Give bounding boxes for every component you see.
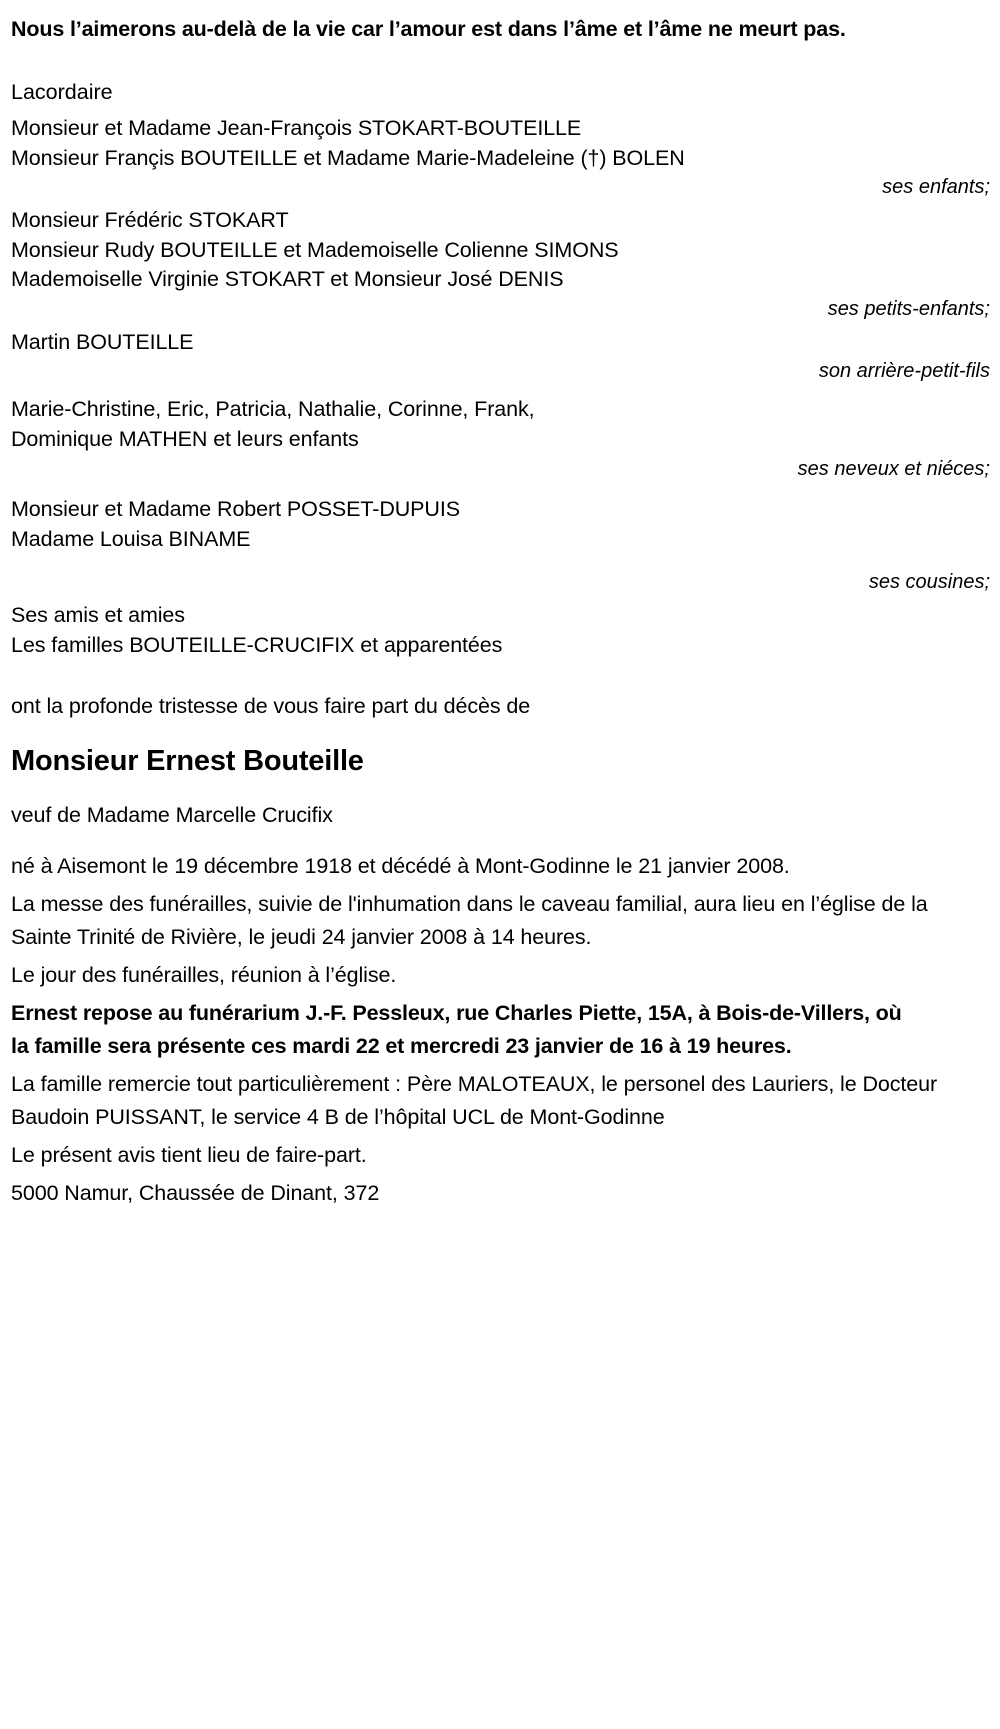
spacer bbox=[11, 781, 992, 799]
spacer bbox=[11, 832, 992, 850]
family-group bbox=[11, 395, 992, 485]
gathering-note: Le jour des funérailles, réunion à l’église. bbox=[11, 963, 397, 987]
spacer bbox=[11, 660, 992, 690]
family-group bbox=[11, 601, 992, 660]
memorial-quote: Nous l’aimerons au-delà de la vie car l’amour est dans l’âme et l’âme ne meurt pas. bbox=[11, 17, 846, 41]
birth-death-line: né à Aisemont le 19 décembre 1918 et décédé à Mont-Godinne le 21 janvier 2008. bbox=[11, 854, 790, 878]
family-member-name: Monsieur et Madame Jean-François STOKART-BOUTEILLE bbox=[11, 116, 582, 140]
spacer bbox=[11, 723, 992, 741]
family-member-name: Monsieur Françis BOUTEILLE et Madame Marie-Madeleine (†) BOLEN bbox=[11, 145, 685, 170]
family-member-name: Marie-Christine, Eric, Patricia, Nathalie, Corinne, Frank, bbox=[11, 397, 535, 421]
family-group bbox=[11, 328, 992, 386]
relation-label: ses cousines; bbox=[868, 571, 990, 593]
deceased-name: Monsieur Ernest Bouteille bbox=[11, 745, 364, 777]
family-group bbox=[11, 114, 992, 201]
announcement-lead: ont la profonde tristesse de vous faire part du décès de bbox=[11, 694, 531, 718]
family-member-name: Madame Louisa BINAME bbox=[11, 526, 251, 551]
funeral-details: La messe des funérailles, suivie de l'inhumation dans le caveau familial, aura lieu en l’église de la Sainte Trinité de Rivière, le jeudi 24 janvier 2008 à 14 heures. bbox=[11, 892, 934, 949]
address-line: 5000 Namur, Chaussée de Dinant, 372 bbox=[11, 1181, 380, 1205]
spacer bbox=[11, 485, 992, 495]
family-member-name: Ses amis et amies bbox=[11, 603, 185, 627]
visitation-details: Ernest repose au funérarium J.-F. Pessleux, rue Charles Piette, 15A, à Bois-de-Villers, où la famille sera présente ces mardi 22 et mercredi 23 janvier de 16 à 19 heures. bbox=[11, 1001, 902, 1058]
family-member-name: Mademoiselle Virginie STOKART et Monsieur José DENIS bbox=[11, 267, 564, 291]
thanks-note: La famille remercie tout particulièrement : Père MALOTEAUX, le personel des Lauriers, le Docteur Baudoin PUISSANT, le service 4 B de l’hôpital UCL de Mont-Godinne bbox=[11, 1072, 943, 1129]
spacer bbox=[11, 385, 992, 395]
family-group bbox=[11, 206, 992, 323]
family-member-name: Monsieur Rudy BOUTEILLE et Mademoiselle Colienne SIMONS bbox=[11, 237, 619, 262]
family-member-name: Monsieur Frédéric STOKART bbox=[11, 208, 289, 232]
relation-label: ses enfants; bbox=[882, 176, 990, 198]
family-member-name: Martin BOUTEILLE bbox=[11, 329, 194, 354]
spouse-line: veuf de Madame Marcelle Crucifix bbox=[11, 803, 333, 827]
faire-part-note: Le présent avis tient lieu de faire-part. bbox=[11, 1143, 367, 1167]
family-group bbox=[11, 495, 992, 596]
quote-attribution: Lacordaire bbox=[11, 80, 113, 104]
spacer bbox=[11, 46, 992, 76]
relation-label: son arrière-petit-fils bbox=[818, 360, 990, 382]
relation-label: ses neveux et niéces; bbox=[797, 458, 990, 480]
relation-label: ses petits-enfants; bbox=[827, 297, 990, 320]
family-member-name: Les familles BOUTEILLE-CRUCIFIX et apparentées bbox=[11, 632, 503, 657]
family-member-name: Dominique MATHEN et leurs enfants bbox=[11, 426, 359, 451]
family-member-name: Monsieur et Madame Robert POSSET-DUPUIS bbox=[11, 497, 460, 521]
